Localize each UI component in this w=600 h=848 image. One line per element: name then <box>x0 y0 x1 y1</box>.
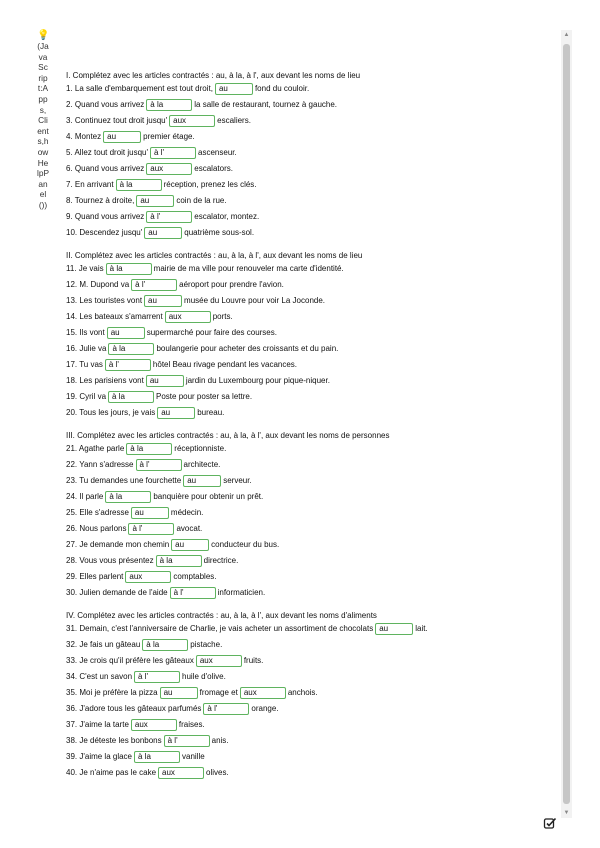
vertical-scrollbar[interactable] <box>561 30 572 818</box>
sentence-text: 2. Quand vous arrivez <box>66 100 145 109</box>
sentence-text: 30. Julien demande de l'aide <box>66 588 168 597</box>
answer-input[interactable]: à la <box>116 179 162 191</box>
exercise-row <box>66 309 566 325</box>
answer-input[interactable]: à la <box>156 555 202 567</box>
sentence-text: jardin du Luxembourg pour pique-niquer. <box>185 376 330 385</box>
exercise-row <box>66 193 566 209</box>
answer-input[interactable]: à la <box>105 491 151 503</box>
sentence-text: 7. En arrivant <box>66 180 114 189</box>
sentence-text: 12. M. Dupond va <box>66 280 130 289</box>
sentence-text: vanille <box>182 752 205 761</box>
sentence-text: 25. Elle s'adresse <box>66 508 129 517</box>
answer-input[interactable]: à l' <box>128 523 174 535</box>
sentence-text: 20. Tous les jours, je vais <box>66 408 156 417</box>
sentence-text: 22. Yann s'adresse <box>66 460 134 469</box>
scroll-down-icon[interactable]: ▼ <box>563 810 570 816</box>
answer-input[interactable]: à la <box>134 751 180 763</box>
answer-input[interactable]: aux <box>158 767 204 779</box>
exercise-row <box>66 621 566 637</box>
exercise-section <box>66 70 566 241</box>
section-title: II. Complétez avec les articles contractés : au, à la, à l', aux devant les noms de lieu <box>66 251 363 260</box>
answer-input[interactable]: au <box>144 227 182 239</box>
sentence-text: 27. Je demande mon chemin <box>66 540 170 549</box>
exercise-row <box>66 505 566 521</box>
sentence-text: olives. <box>206 768 229 777</box>
sentence-text: premier étage. <box>143 132 195 141</box>
sentence-text: avocat. <box>176 524 203 533</box>
sentence-text: orange. <box>251 704 279 713</box>
sentence-text: banquière pour obtenir un prêt. <box>153 492 264 501</box>
sentence-text: 18. Les parisiens vont <box>66 376 144 385</box>
sentence-text: 28. Vous vous présentez <box>66 556 154 565</box>
answer-input[interactable]: à l' <box>203 703 249 715</box>
exercise-row <box>66 457 566 473</box>
sentence-text: 39. J'aime la glace <box>66 752 133 761</box>
exercise-row <box>66 373 566 389</box>
sentence-text: médecin. <box>170 508 204 517</box>
sentence-text: 6. Quand vous arrivez <box>66 164 145 173</box>
sentence-text: 21. Agathe parle <box>66 444 125 453</box>
sentence-text: la salle de restaurant, tournez à gauche. <box>194 100 338 109</box>
exercise-row <box>66 569 566 585</box>
sentence-text: coin de la rue. <box>176 196 227 205</box>
answer-input[interactable]: aux <box>169 115 215 127</box>
exercise-row <box>66 177 566 193</box>
sentence-text: bureau. <box>197 408 225 417</box>
exercise-row <box>66 585 566 601</box>
answer-input[interactable]: aux <box>165 311 211 323</box>
exercise-row <box>66 357 566 373</box>
exercise-row <box>66 669 566 685</box>
sentence-text: 29. Elles parlent <box>66 572 124 581</box>
sentence-text: 8. Tournez à droite, <box>66 196 135 205</box>
sentence-text: lait. <box>415 624 428 633</box>
answer-input[interactable]: à l' <box>105 359 151 371</box>
exercise-row <box>66 389 566 405</box>
sentence-text: 15. Ils vont <box>66 328 105 337</box>
check-edit-icon[interactable] <box>543 816 557 830</box>
answer-input[interactable]: aux <box>196 655 242 667</box>
sentence-text: 38. Je déteste les bonbons <box>66 736 162 745</box>
exercise-row <box>66 765 566 781</box>
sentence-text: escalators. <box>194 164 233 173</box>
sentence-text: informaticien. <box>217 588 266 597</box>
exercise-row <box>66 405 566 421</box>
answer-input[interactable]: à la <box>146 99 192 111</box>
sentence-text: 11. Je vais <box>66 264 104 273</box>
sentence-text: 19. Cyril va <box>66 392 107 401</box>
exercise-row <box>66 145 566 161</box>
sentence-text: 34. C'est un savon <box>66 672 133 681</box>
answer-input[interactable]: à l' <box>150 147 196 159</box>
answer-input[interactable]: à l' <box>136 459 182 471</box>
sentence-text: 17. Tu vas <box>66 360 103 369</box>
sentence-text: 36. J'adore tous les gâteaux parfumés <box>66 704 202 713</box>
sentence-text: escalator, montez. <box>194 212 260 221</box>
exercise-row <box>66 209 566 225</box>
lightbulb-icon: 💡 <box>37 30 50 41</box>
sentence-text: supermarché pour faire des courses. <box>146 328 277 337</box>
sentence-text: mairie de ma ville pour renouveler ma carte d'identité. <box>153 264 344 273</box>
answer-input[interactable]: au <box>146 375 184 387</box>
answer-input[interactable]: à l' <box>164 735 210 747</box>
sentence-text: comptables. <box>173 572 217 581</box>
answer-input[interactable]: à l' <box>134 671 180 683</box>
exercise-row <box>66 701 566 717</box>
exercise-row <box>66 637 566 653</box>
sentence-text: Poste pour poster sa lettre. <box>156 392 253 401</box>
answer-input[interactable]: à la <box>108 343 154 355</box>
sentence-text: boulangerie pour acheter des croissants et du pain. <box>156 344 339 353</box>
exercise-row <box>66 261 566 277</box>
answer-input[interactable]: au <box>136 195 174 207</box>
answer-input[interactable]: aux <box>131 719 177 731</box>
answer-input[interactable]: au <box>183 475 221 487</box>
sentence-text: fond du couloir. <box>254 84 310 93</box>
answer-input[interactable]: à l' <box>146 211 192 223</box>
answer-input[interactable]: à l' <box>131 279 177 291</box>
sentence-text: anchois. <box>287 688 318 697</box>
answer-input[interactable]: à la <box>142 639 188 651</box>
answer-input[interactable]: aux <box>125 571 171 583</box>
section-title: I. Complétez avec les articles contractés : au, à la, à l', aux devant les noms de lieu <box>66 71 361 80</box>
exercise-row <box>66 129 566 145</box>
exercise-row <box>66 113 566 129</box>
sentence-text: 31. Demain, c'est l'anniversaire de Charlie, je vais acheter un assortiment de chocolats <box>66 624 374 633</box>
sentence-text: 40. Je n'aime pas le cake <box>66 768 157 777</box>
sentence-text: 4. Montez <box>66 132 102 141</box>
scroll-up-icon[interactable]: ▲ <box>563 32 570 38</box>
sentence-text: fraises. <box>178 720 205 729</box>
left-sidebar-text <box>37 30 49 211</box>
exercise-row <box>66 225 566 241</box>
exercise-row <box>66 749 566 765</box>
exercise-row <box>66 717 566 733</box>
sentence-text: 1. La salle d'embarquement est tout droit, <box>66 84 213 93</box>
exercise-row <box>66 537 566 553</box>
exercise-section <box>66 250 566 421</box>
answer-input[interactable]: aux <box>146 163 192 175</box>
answer-input[interactable]: au <box>131 507 169 519</box>
answer-input[interactable]: à la <box>108 391 154 403</box>
sentence-text: quatrième sous-sol. <box>184 228 255 237</box>
exercise-row <box>66 277 566 293</box>
sentence-text: 23. Tu demandes une fourchette <box>66 476 182 485</box>
exercise-row <box>66 341 566 357</box>
answer-input[interactable]: au <box>103 131 141 143</box>
sentence-text: 14. Les bateaux s'amarrent <box>66 312 163 321</box>
sentence-text: directrice. <box>203 556 239 565</box>
sentence-text: escaliers. <box>217 116 251 125</box>
exercise-content <box>66 70 566 781</box>
sentence-text: pistache. <box>190 640 223 649</box>
exercise-row <box>66 685 566 701</box>
exercise-row <box>66 81 566 97</box>
sentence-text: 5. Allez tout droit jusqu' <box>66 148 149 157</box>
sentence-text: hôtel Beau rivage pendant les vacances. <box>152 360 298 369</box>
answer-input[interactable]: au <box>160 687 198 699</box>
sentence-text: ascenseur. <box>198 148 237 157</box>
exercise-row <box>66 161 566 177</box>
exercise-row <box>66 653 566 669</box>
section-title: IV. Complétez avec les articles contractés : au, à la, à l', aux devant les noms d'aliments <box>66 611 377 620</box>
section-title: III. Complétez avec les articles contractés : au, à la, à l', aux devant les noms de personnes <box>66 431 390 440</box>
exercise-row <box>66 325 566 341</box>
answer-input[interactable]: au <box>215 83 253 95</box>
exercise-section <box>66 430 566 601</box>
sentence-text: 3. Continuez tout droit jusqu' <box>66 116 168 125</box>
sentence-text: 13. Les touristes vont <box>66 296 143 305</box>
sentence-text: 37. J'aime la tarte <box>66 720 129 729</box>
exercise-row <box>66 441 566 457</box>
answer-input[interactable]: à la <box>106 263 152 275</box>
sentence-text: 24. Il parle <box>66 492 104 501</box>
exercise-row <box>66 733 566 749</box>
sentence-text: 10. Descendez jusqu' <box>66 228 143 237</box>
answer-input[interactable]: au <box>375 623 413 635</box>
exercise-section <box>66 610 566 781</box>
scroll-thumb[interactable] <box>563 44 570 804</box>
sentence-text: 26. Nous parlons <box>66 524 127 533</box>
answer-input[interactable]: au <box>171 539 209 551</box>
answer-input[interactable]: au <box>144 295 182 307</box>
sentence-text: réception, prenez les clés. <box>163 180 257 189</box>
sidebar-script-label: (JavaScript:Apps,Clients,howHelpPanel()) <box>37 41 49 210</box>
exercise-row <box>66 293 566 309</box>
sentence-text: musée du Louvre pour voir La Joconde. <box>184 296 326 305</box>
exercise-row <box>66 97 566 113</box>
answer-input[interactable]: au <box>107 327 145 339</box>
sentence-text: 32. Je fais un gâteau <box>66 640 141 649</box>
exercise-row <box>66 553 566 569</box>
answer-input[interactable]: à la <box>126 443 172 455</box>
sentence-text: fromage et <box>199 688 238 697</box>
sentence-text: anis. <box>211 736 229 745</box>
exercise-row <box>66 473 566 489</box>
exercise-row <box>66 489 566 505</box>
sentence-text: serveur. <box>223 476 252 485</box>
sentence-text: ports. <box>212 312 233 321</box>
answer-input[interactable]: aux <box>240 687 286 699</box>
sentence-text: 33. Je crois qu'il préfère les gâteaux <box>66 656 194 665</box>
sentence-text: fruits. <box>243 656 264 665</box>
sentence-text: architecte. <box>183 460 221 469</box>
sentence-text: 35. Moi je préfère la pizza <box>66 688 158 697</box>
sentence-text: aéroport pour prendre l'avion. <box>179 280 284 289</box>
sentence-text: huile d'olive. <box>182 672 226 681</box>
answer-input[interactable]: à l' <box>170 587 216 599</box>
answer-input[interactable]: au <box>157 407 195 419</box>
sentence-text: réceptionniste. <box>174 444 227 453</box>
sentence-text: conducteur du bus. <box>211 540 280 549</box>
exercise-row <box>66 521 566 537</box>
sentence-text: 9. Quand vous arrivez <box>66 212 145 221</box>
sentence-text: 16. Julie va <box>66 344 107 353</box>
